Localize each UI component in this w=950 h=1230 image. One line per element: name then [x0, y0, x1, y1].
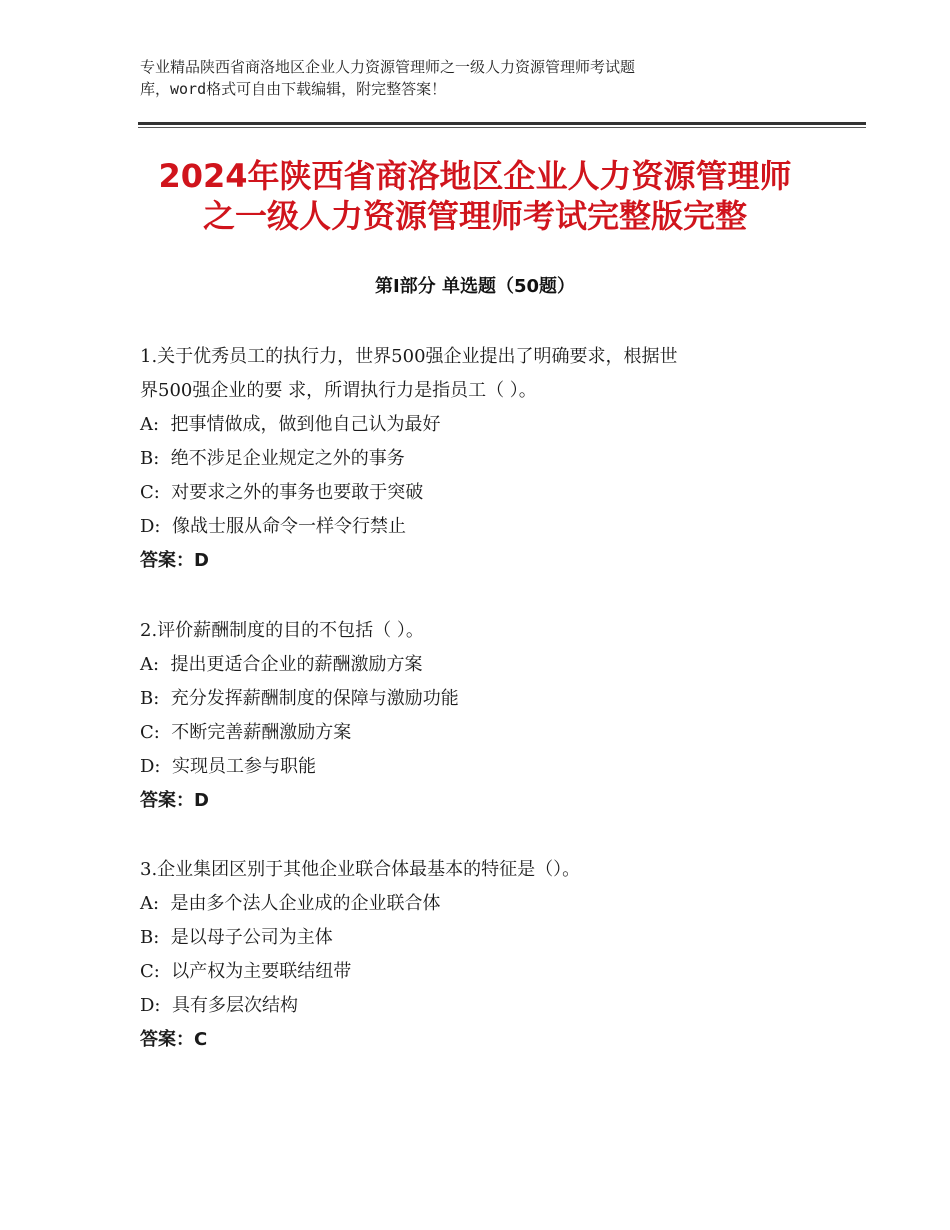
option-c: C: 不断完善薪酬激励方案: [140, 722, 352, 743]
question-stem-line: 2.评价薪酬制度的目的不包括（ ）。: [140, 620, 424, 641]
option-c: C: 以产权为主要联结纽带: [140, 961, 352, 982]
answer: 答案：C: [140, 1029, 208, 1050]
header-rule-thick: [138, 122, 866, 125]
option-b: B: 充分发挥薪酬制度的保障与激励功能: [140, 688, 459, 709]
option-c: C: 对要求之外的事务也要敢于突破: [140, 482, 424, 503]
option-b: B: 绝不涉足企业规定之外的事务: [140, 448, 405, 469]
question-stem-line: 界500强企业的要 求，所谓执行力是指员工（ ）。: [140, 380, 537, 401]
option-a: A: 把事情做成，做到他自己认为最好: [140, 414, 441, 435]
title-line2: 之一级人力资源管理师考试完整版完整: [202, 197, 747, 235]
section-heading: 第Ⅰ部分 单选题（50题）: [374, 276, 575, 297]
answer: 答案：D: [140, 790, 209, 811]
header-note-line2: 库，word格式可自由下载编辑，附完整答案！: [140, 80, 447, 98]
question-2: [140, 614, 820, 818]
option-a: A: 是由多个法人企业成的企业联合体: [140, 893, 441, 914]
question-stem-line: 1.关于优秀员工的执行力，世界500强企业提出了明确要求，根据世: [140, 346, 678, 367]
header-note: [140, 56, 840, 100]
option-d: D: 像战士服从命令一样令行禁止: [140, 516, 406, 537]
document-title: [90, 156, 860, 236]
question-stem-line: 3.企业集团区别于其他企业联合体最基本的特征是（）。: [140, 859, 581, 880]
option-b: B: 是以母子公司为主体: [140, 927, 333, 948]
header-rule-thin: [138, 127, 866, 128]
question-1: [140, 340, 820, 578]
option-a: A: 提出更适合企业的薪酬激励方案: [140, 654, 423, 675]
title-line1: 2024年陕西省商洛地区企业人力资源管理师: [158, 157, 792, 195]
answer: 答案：D: [140, 550, 209, 571]
header-note-line1: 专业精品陕西省商洛地区企业人力资源管理师之一级人力资源管理师考试题: [140, 58, 636, 76]
question-3: [140, 853, 820, 1057]
option-d: D: 具有多层次结构: [140, 995, 298, 1016]
option-d: D: 实现员工参与职能: [140, 756, 316, 777]
